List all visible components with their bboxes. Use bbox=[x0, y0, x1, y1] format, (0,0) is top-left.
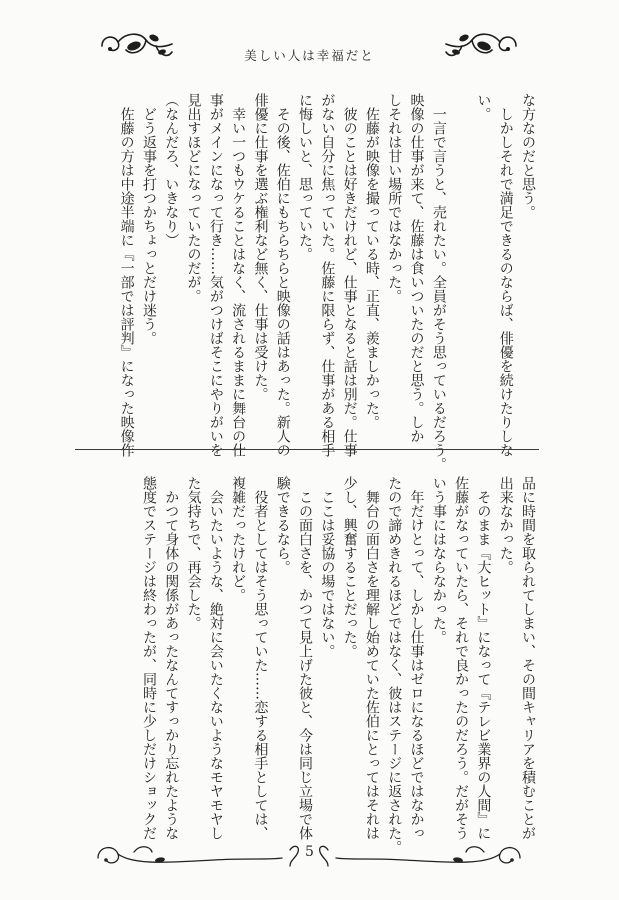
bottom-text-block bbox=[75, 476, 539, 854]
text-line: 俳優に仕事を選ぶ権利など無く、仕事は受けた。 bbox=[252, 93, 269, 401]
text-line: そのまま『大ヒット』になって『テレビ業界の人間』に bbox=[475, 476, 492, 840]
text-line: 役者としてはそう思っていた……恋する相手としては、 bbox=[252, 476, 269, 840]
text-line: た気持ちで、再会した。 bbox=[185, 476, 202, 630]
running-title: 美しい人は幸福だと bbox=[244, 48, 375, 63]
text-line: 佐藤の方は中途半端に『一部では評判』になった映像作 bbox=[118, 93, 135, 457]
text-line: （なんだろ、いきなり） bbox=[163, 93, 180, 247]
text-line: 少し、興奮することだった。 bbox=[341, 476, 358, 658]
text-line: 佐藤がなっていたら、それで良かったのだろう。だがそう bbox=[453, 476, 470, 840]
text-line: に悔しいと、思っていた。 bbox=[297, 93, 314, 261]
ornament-right-icon bbox=[440, 26, 522, 66]
page-number: 5 bbox=[305, 844, 314, 860]
text-line: 幸い一つもウケることはなく、流されるままに舞台の仕 bbox=[230, 93, 247, 457]
text-line: しかしそれで満足できるのならば、俳優を続けたりしな bbox=[497, 93, 514, 457]
text-line: しそれは甘い場所ではなかった。 bbox=[386, 93, 403, 303]
text-line: な方なのだと思う。 bbox=[520, 93, 536, 219]
text-line: かつて身体の関係があったなんてすっかり忘れたような bbox=[163, 476, 180, 840]
text-line: 出来なかった。 bbox=[497, 476, 514, 574]
text-line: 一言で言うと、売れたい。全員がそう思っているだろう。 bbox=[430, 93, 447, 471]
text-line: がない自分に焦っていた。佐藤に限らず、仕事がある相手 bbox=[319, 93, 336, 457]
text-line: 態度でステージは終わったが、同時に少しだけショックだ bbox=[140, 476, 157, 840]
text-line: 品に時間を取られてしまい、その間キャリアを積むことが bbox=[520, 476, 536, 840]
text-line: その後、佐伯にもちらちらと映像の話はあった。新人の bbox=[274, 93, 291, 457]
text-line: 彼のことは好きだけれど、仕事となると話は別だ。仕事 bbox=[341, 93, 358, 457]
blank-line bbox=[450, 93, 472, 430]
top-text-block bbox=[75, 93, 539, 471]
text-line: 舞台の面白さを理解し始めていた佐伯にとってはそれは bbox=[363, 476, 380, 840]
text-line: この面白さを、かつて見上げた彼と、今は同じ立場で体 bbox=[297, 476, 314, 840]
text-line: 見出すほどになっていたのだが。 bbox=[185, 93, 202, 303]
text-line: たので諦めきれるほどではなく、彼はステージに返された。 bbox=[386, 476, 403, 854]
text-line: 年だけとって、しかし仕事はゼロになるほどではなかっ bbox=[408, 476, 425, 840]
text-line: 佐藤が映像を撮っている時、正直、羨ましかった。 bbox=[363, 93, 380, 429]
text-line: 験できるなら。 bbox=[274, 476, 291, 574]
text-line: 複雑だったけれど。 bbox=[230, 476, 247, 602]
text-line: 事がメインになって行き……気がつけばそこにやりがいを bbox=[207, 93, 224, 457]
text-line: ここは妥協の場ではない。 bbox=[319, 476, 336, 658]
text-line: 映像の仕事が来て、佐藤は食いついたのだと思う。しか bbox=[408, 93, 425, 443]
section-divider bbox=[75, 449, 539, 450]
text-line: 会いたいような、絶対に会いたくないようなモヤモヤし bbox=[207, 476, 224, 840]
text-line: いう事にはならなかった。 bbox=[430, 476, 447, 644]
text-line: い。 bbox=[475, 93, 492, 121]
text-line: どう返事を打つかちょっとだけ迷う。 bbox=[140, 93, 157, 345]
